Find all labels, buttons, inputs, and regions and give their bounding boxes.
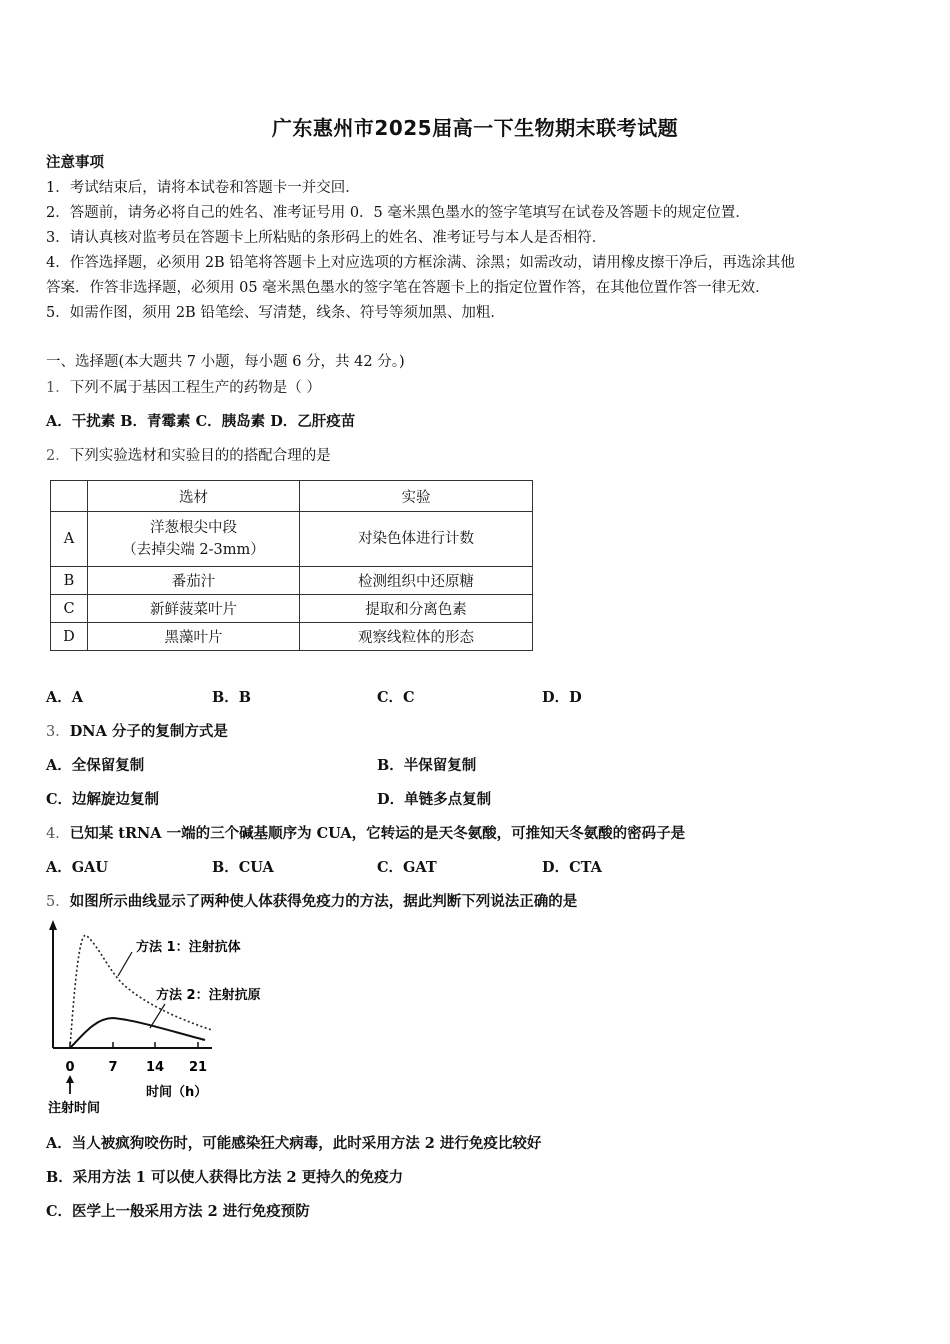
table-header [51, 481, 88, 512]
page-title: 广东惠州市2025届高一下生物期末联考试题 [271, 116, 679, 140]
row-experiment: 提取和分离色素 [300, 595, 533, 623]
experiment-table [50, 480, 533, 651]
notice-item-4: 4．作答选择题，必须用 2B 铅笔将答题卡上对应选项的方框涂满、涂黑；如需改动，请用橡皮擦干净后，再选涂其他 [46, 255, 795, 271]
row-id: D [51, 623, 88, 651]
option-a: A．GAU [46, 859, 109, 876]
option-c: C．边解旋边复制 [46, 791, 160, 808]
question-4 [46, 822, 685, 843]
table-row [51, 512, 533, 567]
x-tick-label: 0 [65, 1060, 75, 1075]
row-experiment: 观察线粒体的形态 [300, 623, 533, 651]
row-material: 黑藻叶片 [88, 623, 300, 651]
row-id: A [51, 512, 88, 567]
question-2 [46, 444, 331, 465]
row-material: 新鲜菠菜叶片 [88, 595, 300, 623]
question-1-options: A．干扰素 B．青霉素 C．胰岛素 D．乙肝疫苗 [46, 413, 356, 430]
x-tick-label: 21 [188, 1060, 208, 1075]
section-heading: 一、选择题(本大题共 7 小题，每小题 6 分，共 42 分。) [46, 354, 405, 370]
table-row [51, 623, 533, 651]
y-axis-arrow [49, 920, 57, 930]
option-a: A．A [46, 689, 84, 706]
notice-item-1: 1．考试结束后，请将本试卷和答题卡一并交回． [46, 180, 360, 196]
question-1 [46, 376, 321, 397]
material-line: 洋葱根尖中段 [150, 520, 237, 536]
table-header: 选材 [88, 481, 300, 512]
question-stem: 已知某 tRNA 一端的三个碱基顺序为 CUA，它转运的是天冬氨酸，可推知天冬氨酸的密码子是 [69, 825, 686, 842]
method-1-label: 方法 1：注射抗体 [136, 940, 241, 955]
question-stem: 如图所示曲线显示了两种使人体获得免疫力的方法，据此判断下列说法正确的是 [69, 893, 578, 910]
question-number: 3． [46, 724, 70, 740]
option-b: B．B [212, 689, 252, 706]
injection-arrowhead [66, 1075, 74, 1083]
option-b: B．半保留复制 [377, 757, 477, 774]
material-line: （去掉尖端 2-3mm） [122, 542, 265, 558]
x-tick-label: 7 [108, 1060, 118, 1075]
option-d: D．单链多点复制 [377, 791, 492, 808]
method-2-label: 方法 2：注射抗原 [156, 988, 261, 1003]
question-5 [46, 890, 577, 911]
option-c: C．GAT [377, 859, 437, 876]
question-stem: DNA 分子的复制方式是 [69, 723, 228, 740]
question-stem: 下列实验选材和实验目的的搭配合理的是 [69, 448, 331, 464]
question-3 [46, 720, 228, 741]
notice-item-4-cont: 答案．作答非选择题，必须用 05 毫米黑色墨水的签字笔在答题卡上的指定位置作答，在其他位置作答一律无效． [46, 280, 770, 296]
row-id: C [51, 595, 88, 623]
question-number: 4． [46, 826, 70, 842]
row-material: 番茄汁 [88, 567, 300, 595]
question-number: 1． [46, 380, 70, 396]
immunity-curve-figure [40, 918, 290, 1118]
table-row [51, 595, 533, 623]
injection-label: 注射时间 [48, 1101, 101, 1116]
label-2-leader [150, 1004, 165, 1028]
table-row [51, 567, 533, 595]
notice-item-2: 2．答题前，请务必将自己的姓名、准考证号用 0．5 毫米黑色墨水的签字笔填写在试卷及答题卡的规定位置． [46, 205, 750, 221]
table-header: 实验 [300, 481, 533, 512]
option-b: B．采用方法 1 可以使人获得比方法 2 更持久的免疫力 [46, 1169, 404, 1186]
notice-heading: 注意事项 [46, 154, 104, 171]
option-d: D．D [542, 689, 582, 706]
notice-item-5: 5．如需作图，须用 2B 铅笔绘、写清楚，线条、符号等须加黑、加粗． [46, 305, 505, 321]
row-material [88, 512, 300, 567]
label-1-leader [118, 952, 132, 976]
question-number: 5． [46, 894, 70, 910]
x-axis-label: 时间（h） [146, 1085, 208, 1100]
row-experiment: 检测组织中还原糖 [300, 567, 533, 595]
option-d: D．CTA [542, 859, 602, 876]
x-tick-label: 14 [145, 1060, 165, 1075]
option-a: A．当人被疯狗咬伤时，可能感染狂犬病毒，此时采用方法 2 进行免疫比较好 [46, 1135, 542, 1152]
row-id: B [51, 567, 88, 595]
notice-item-3: 3．请认真核对监考员在答题卡上所粘贴的条形码上的姓名、准考证号与本人是否相符． [46, 230, 607, 246]
question-number: 2． [46, 448, 70, 464]
question-stem: 下列不属于基因工程生产的药物是（ ） [69, 380, 321, 396]
option-b: B．CUA [212, 859, 274, 876]
option-a: A．全保留复制 [46, 757, 145, 774]
option-c: C．医学上一般采用方法 2 进行免疫预防 [46, 1203, 310, 1220]
method-2-curve [70, 1018, 205, 1048]
option-c: C．C [377, 689, 415, 706]
row-experiment: 对染色体进行计数 [300, 512, 533, 567]
table-header-row [51, 481, 533, 512]
